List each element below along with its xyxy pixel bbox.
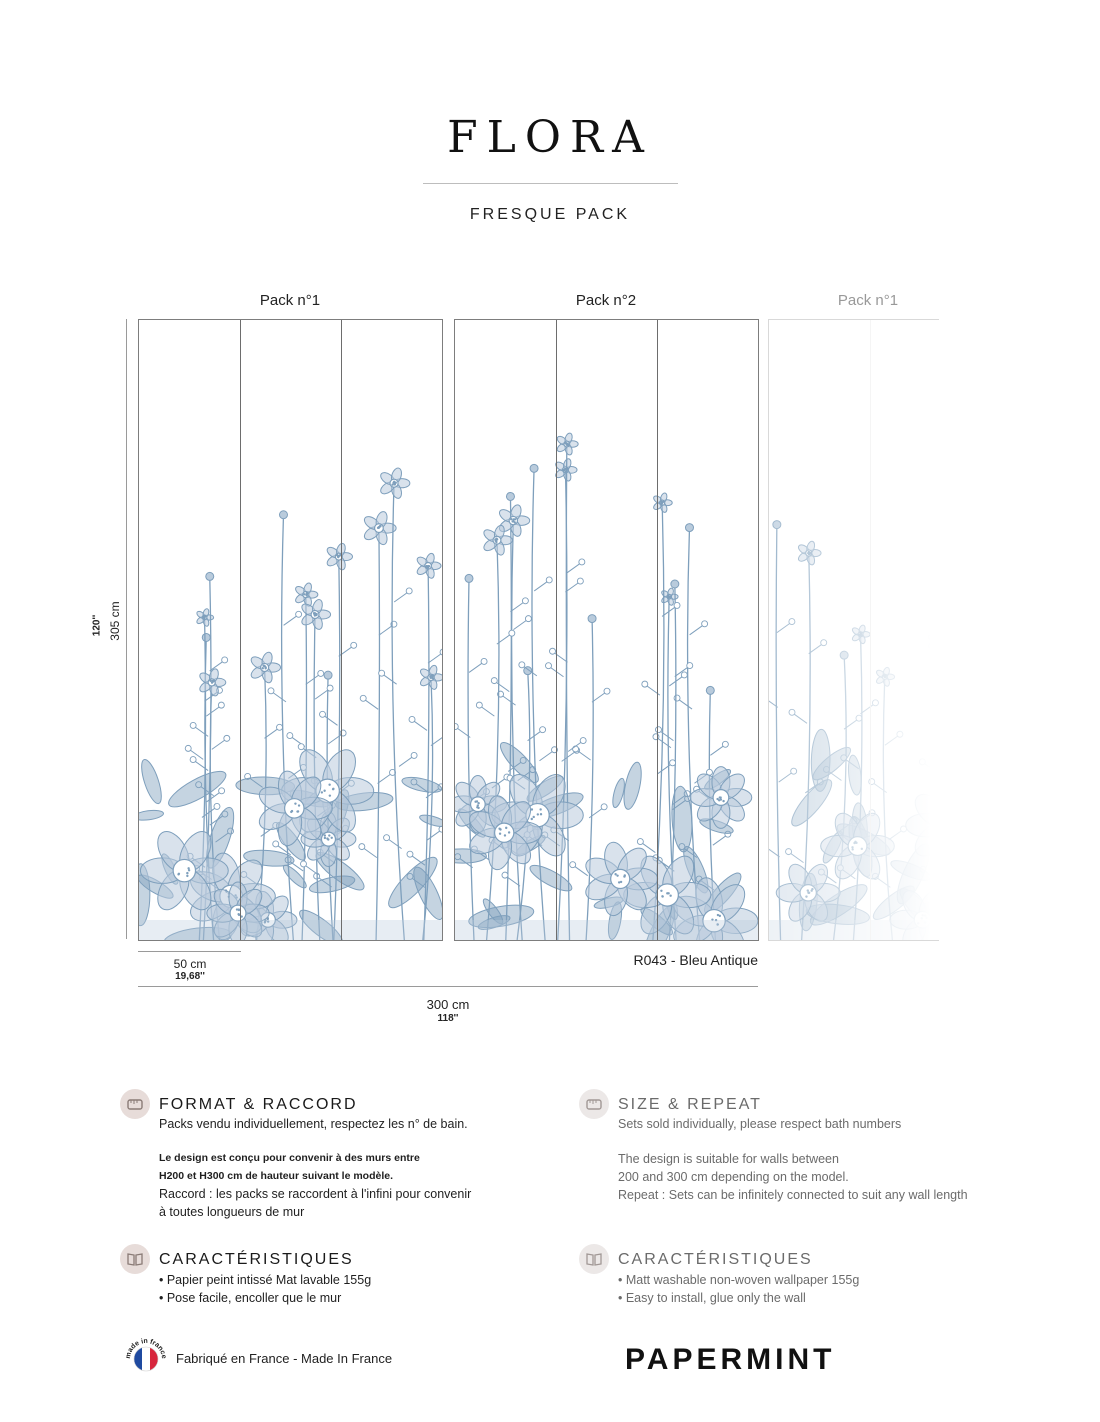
page-title: FLORA [447, 112, 653, 163]
book-icon [120, 1244, 150, 1274]
characteristics-title-fr: CARACTÉRISTIQUES [159, 1251, 354, 1268]
format-title: FORMAT & RACCORD [159, 1096, 358, 1113]
format-small-2: H200 et H300 cm de hauteur suivant le modèle. [159, 1170, 394, 1182]
total-width-in: 118'' [437, 1013, 459, 1024]
format-small-1: Le design est conçu pour convenir à des murs entre [159, 1152, 420, 1164]
size-line-2: The design is suitable for walls between [618, 1152, 839, 1166]
flower-motif [325, 542, 352, 571]
made-in-text: Fabriqué en France - Made In France [176, 1351, 393, 1366]
flower-motif [690, 767, 752, 829]
page-subtitle: FRESQUE PACK [469, 206, 631, 223]
stem [558, 470, 567, 940]
flower-motif [652, 492, 672, 513]
size-repeat-title: SIZE & REPEAT [618, 1096, 762, 1113]
flower-motif [249, 651, 280, 684]
flower-motif [556, 432, 579, 456]
measuring-tape-icon [120, 1089, 150, 1119]
panel-width-cm: 50 cm [173, 957, 207, 971]
panel-divider [556, 320, 557, 940]
leaf [401, 774, 442, 795]
stem [512, 521, 523, 940]
total-width-cm: 300 cm [426, 997, 470, 1012]
char-en-line-1: • Matt washable non-woven wallpaper 155g [618, 1273, 860, 1287]
flower-motif [419, 664, 442, 690]
format-line-1: Packs vendu individuellement, respectez les n° de bain. [159, 1117, 468, 1131]
stem [487, 540, 499, 940]
leaf [139, 757, 165, 805]
pack-label-1: Pack n°1 [259, 292, 321, 309]
flower-motif [300, 598, 331, 630]
panel-divider [657, 320, 658, 940]
pack-label-3: Pack n°1 [837, 292, 899, 309]
size-line-4: Repeat : Sets can be infinitely connected to suit any wall length [618, 1188, 968, 1202]
wallpaper-pack-preview [768, 319, 939, 941]
floral-illustration [139, 320, 442, 940]
color-reference: R043 - Bleu Antique [633, 952, 758, 968]
characteristics-title-en: CARACTÉRISTIQUES [618, 1251, 813, 1268]
pack-label-2: Pack n°2 [575, 292, 637, 309]
panel-width-line [138, 951, 241, 952]
height-dimension-line [126, 319, 127, 939]
format-line-3: à toutes longueurs de mur [159, 1205, 305, 1219]
height-cm-label: 305 cm [108, 601, 122, 641]
made-in-france-badge [121, 1334, 171, 1384]
panel-divider [341, 320, 342, 940]
height-in-label: 120'' [91, 614, 103, 637]
stem [376, 528, 379, 940]
leaf [139, 809, 164, 822]
leaf [418, 813, 442, 829]
book-icon [579, 1244, 609, 1274]
char-fr-line-1: • Papier peint intissé Mat lavable 155g [159, 1273, 372, 1287]
stem [468, 578, 474, 940]
flower-motif [379, 467, 410, 500]
size-line-3: 200 and 300 cm depending on the model. [618, 1170, 849, 1184]
size-line-1: Sets sold individually, please respect bath numbers [618, 1117, 902, 1131]
stem [566, 444, 569, 940]
fade-overlay [769, 320, 939, 940]
char-fr-line-2: • Pose facile, encoller que le mur [159, 1291, 342, 1305]
wallpaper-pack-1 [138, 319, 443, 941]
format-line-2: Raccord : les packs se raccordent à l'infini pour convenir [159, 1187, 472, 1201]
stem [392, 483, 404, 940]
measuring-tape-icon [579, 1089, 609, 1119]
panel-divider [240, 320, 241, 940]
badge-text: made in france [124, 1337, 168, 1360]
wallpaper-pack-2 [454, 319, 759, 941]
panel-width-in: 19,68'' [175, 971, 205, 982]
char-en-line-2: • Easy to install, glue only the wall [618, 1291, 806, 1305]
flower-motif [415, 552, 441, 579]
floral-illustration [455, 320, 758, 940]
title-divider [423, 183, 678, 184]
flower-motif [554, 458, 577, 482]
flower-motif [362, 510, 396, 546]
total-width-line [138, 986, 758, 987]
brand-logo: PAPERMINT [625, 1343, 836, 1376]
